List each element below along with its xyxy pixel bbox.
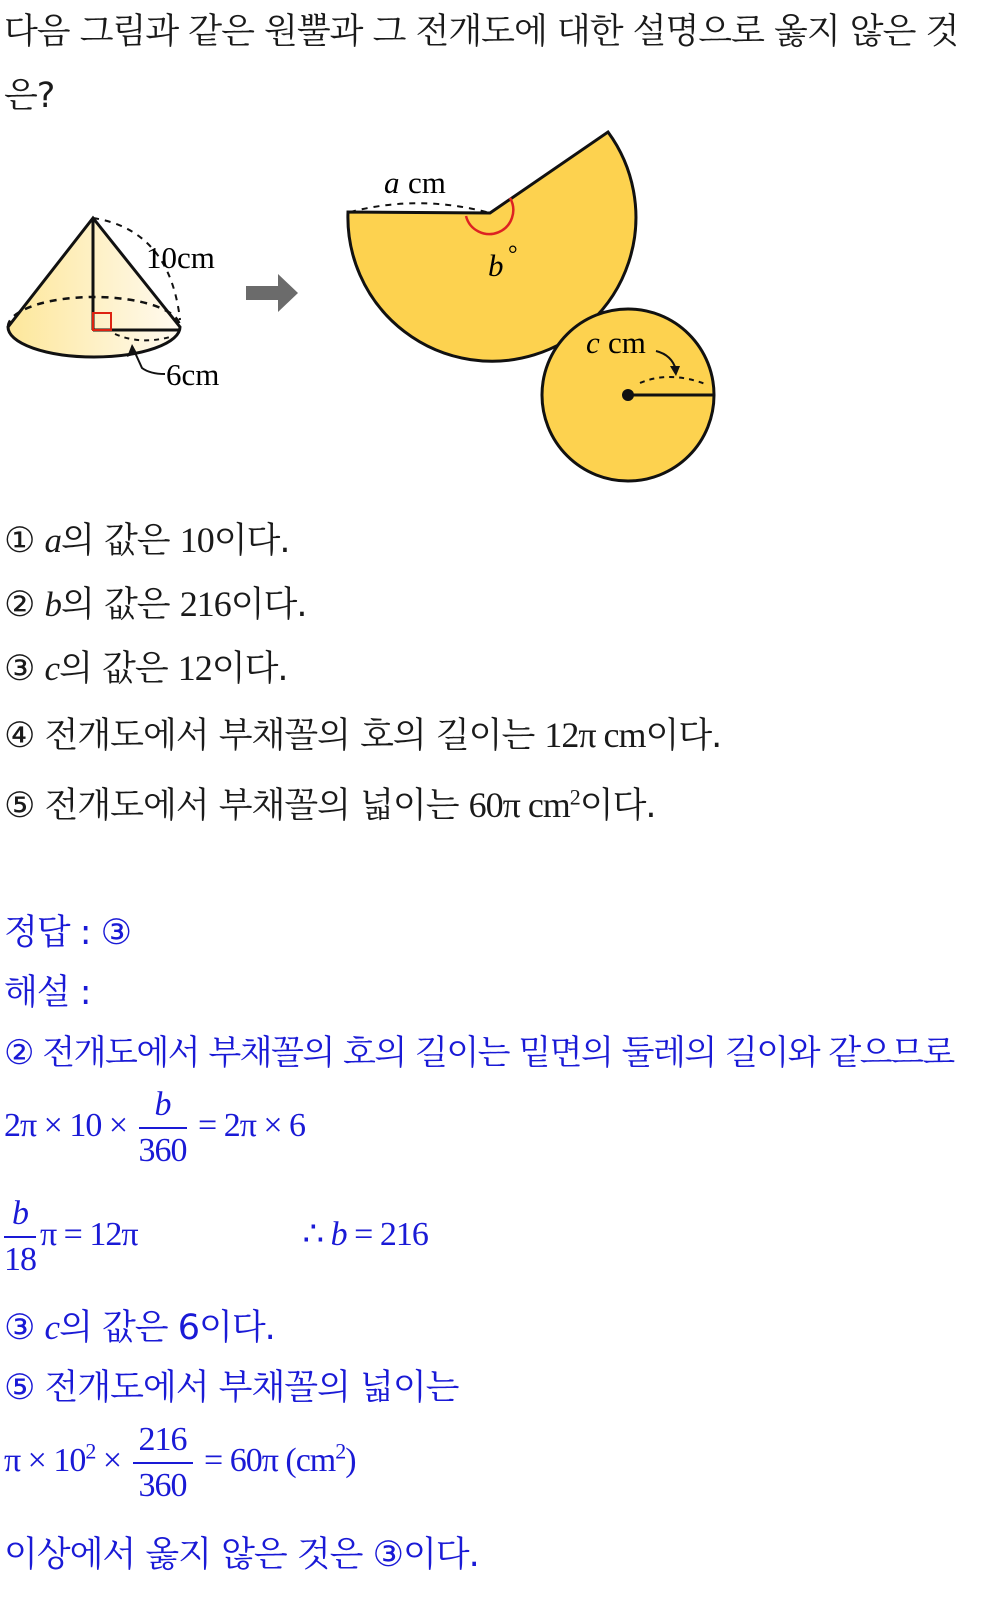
explanation-line-3: ③ c의 값은 6이다. xyxy=(4,1308,275,1348)
equation-2: $\frac{b}{18}$ π = 12π ∴ b = 216 xyxy=(4,1192,428,1282)
option-5[interactable]: ⑤ 전개도에서 부채꼴의 넓이는 60π $cm^2$이다. xyxy=(4,784,656,826)
explanation-line-1: ② 전개도에서 부채꼴의 호의 길이는 밑면의 둘레의 길이와 같으므로 xyxy=(4,1033,954,1073)
option-3[interactable]: ③ c의 값은 12이다. xyxy=(4,648,288,689)
angle-unit-label: ° xyxy=(508,242,518,268)
cone-net-figure xyxy=(0,120,760,490)
equation-1: 2π × 10 × $\frac{b}{360}$ = 2π × 6 xyxy=(4,1083,305,1173)
conclusion-line: 이상에서 옳지 않은 것은 ③이다. xyxy=(4,1535,479,1575)
fraction-1: $\frac{b}{360}$ xyxy=(139,1083,187,1173)
arrow-right-icon xyxy=(246,274,298,312)
option-2[interactable]: ② b의 값은 216이다. xyxy=(4,584,307,625)
equation-3: $\pi \times 10^2$ × $\frac{216}{360}$ = 60π $(cm^2)$ xyxy=(4,1418,356,1508)
circle-var-label: c xyxy=(586,325,600,360)
arc-unit-label: cm xyxy=(408,165,446,200)
option-4[interactable]: ④ 전개도에서 부채꼴의 호의 길이는 12π cm이다. xyxy=(4,715,722,756)
circle-unit-label: cm xyxy=(608,325,646,360)
question-text: 다음 그림과 같은 원뿔과 그 전개도에 대한 설명으로 옳지 않은 것은? xyxy=(4,12,959,116)
explanation-line-4: ⑤ 전개도에서 부채꼴의 넓이는 xyxy=(4,1368,459,1408)
angle-var-label: b xyxy=(488,248,504,283)
fraction-2: $\frac{b}{18}$ xyxy=(4,1192,36,1282)
explanation-label: 해설 : xyxy=(4,973,91,1013)
arc-var-label: a xyxy=(384,165,400,200)
answer-label: 정답 : ③ xyxy=(4,913,132,953)
cone-slant-label: 10cm xyxy=(146,240,215,275)
fraction-3: $\frac{216}{360}$ xyxy=(133,1418,193,1508)
cone-radius-label: 6cm xyxy=(166,357,220,392)
option-1[interactable]: ① a의 값은 10이다. xyxy=(4,520,290,561)
